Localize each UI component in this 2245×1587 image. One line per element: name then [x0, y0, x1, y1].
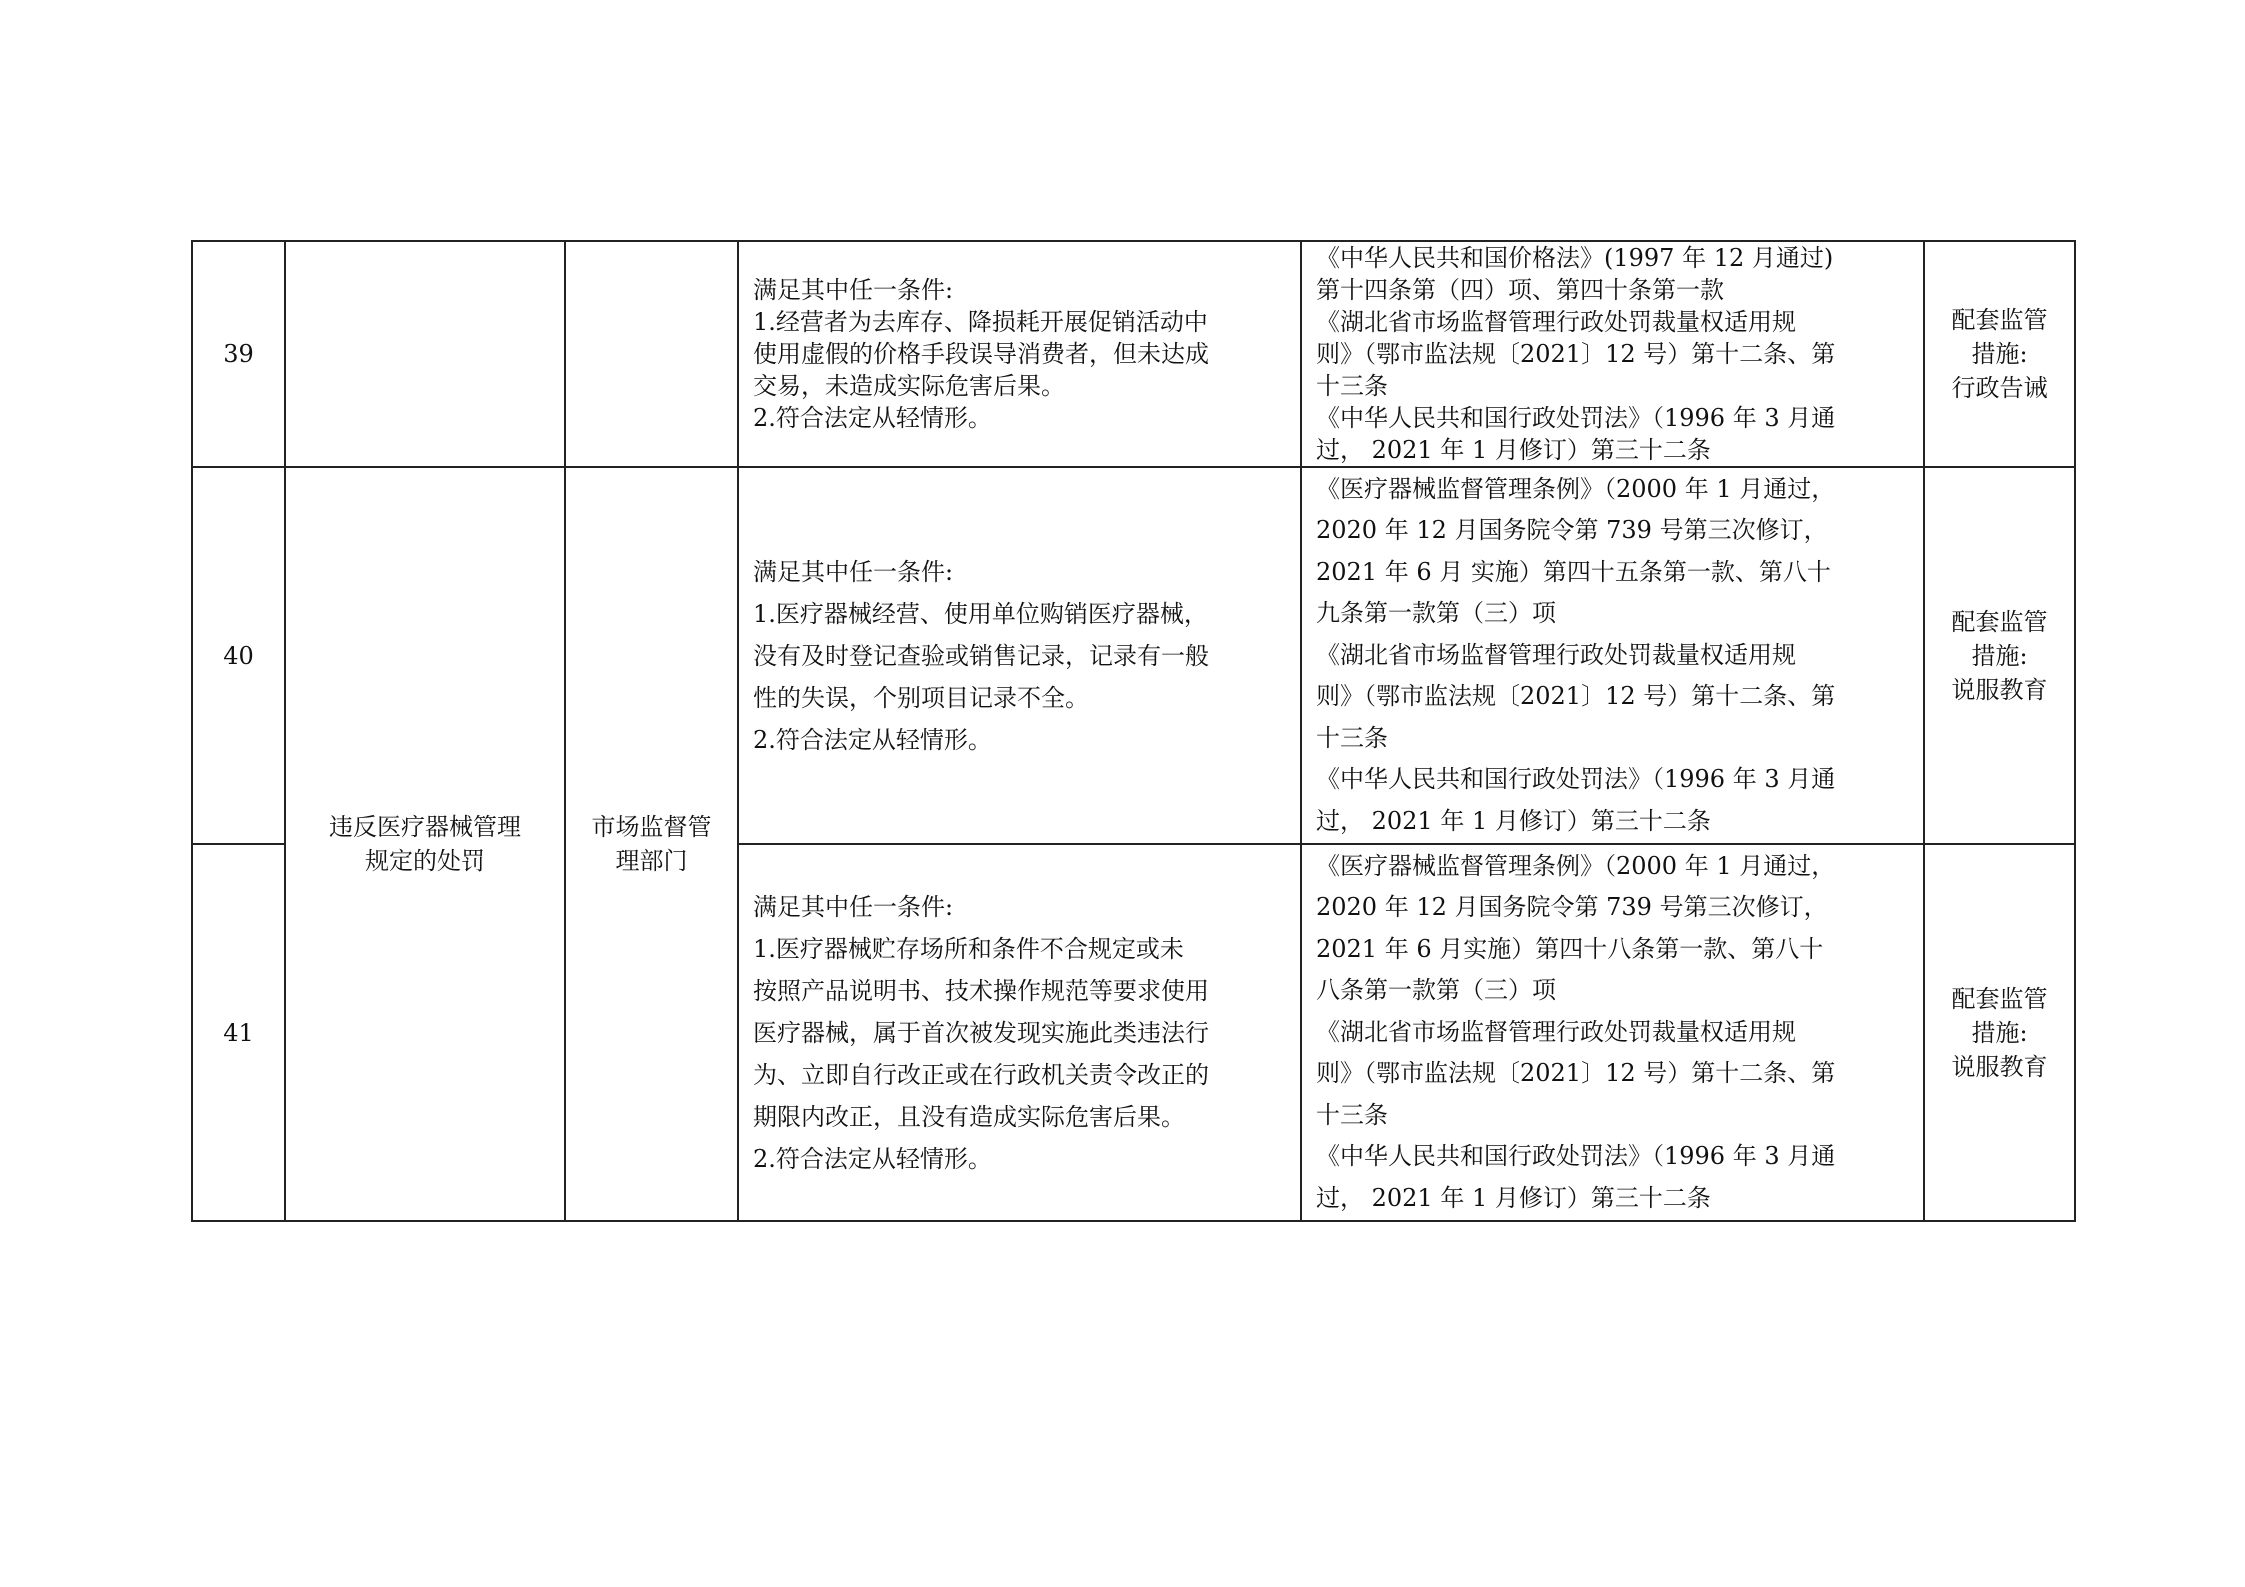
conditions-cell	[738, 241, 1301, 467]
basis-line: 十三条	[1316, 723, 1388, 752]
row-number: 40	[192, 467, 285, 844]
condition-line: 1.经营者为去库存、降损耗开展促销活动中	[753, 308, 1208, 336]
basis-line: 过， 2021 年 1 月修订）第三十二条	[1316, 436, 1711, 464]
basis-line: 2021 年 6 月实施）第四十八条第一款、第八十	[1316, 934, 1824, 963]
item-name-line: 违反医疗器械管理	[329, 813, 521, 841]
measure-line: 配套监管	[1951, 984, 2048, 1013]
department-line: 市场监督管	[591, 813, 712, 841]
item-name-cell-empty	[285, 241, 565, 467]
conditions-cell	[738, 844, 1301, 1221]
table-row	[192, 241, 2075, 467]
basis-line: 2020 年 12 月国务院令第 739 号第三次修订，	[1316, 516, 1828, 545]
condition-line: 期限内改正，且没有造成实际危害后果。	[753, 1102, 1185, 1131]
basis-line: 则》（鄂市监法规〔2021〕12 号）第十二条、第	[1316, 682, 1836, 711]
item-name-cell	[285, 467, 565, 1221]
basis-line: 九条第一款第（三）项	[1316, 599, 1556, 628]
condition-line: 满足其中任一条件:	[753, 892, 954, 921]
condition-line: 满足其中任一条件:	[753, 276, 954, 304]
legal-basis-cell	[1301, 467, 1924, 844]
basis-line: 过， 2021 年 1 月修订）第三十二条	[1316, 806, 1711, 835]
condition-line: 医疗器械，属于首次被发现实施此类违法行	[753, 1018, 1209, 1047]
condition-line: 按照产品说明书、技术操作规范等要求使用	[753, 976, 1209, 1005]
measure-line: 说服教育	[1951, 675, 2048, 704]
measure-line: 配套监管	[1951, 607, 2048, 636]
measure-cell	[1924, 467, 2075, 844]
basis-line: 2021 年 6 月 实施）第四十五条第一款、第八十	[1316, 557, 1831, 586]
condition-line: 满足其中任一条件:	[753, 557, 954, 586]
basis-line: 2020 年 12 月国务院令第 739 号第三次修订，	[1316, 893, 1828, 922]
measure-line: 配套监管	[1951, 306, 2048, 334]
condition-line: 没有及时登记查验或销售记录，记录有一般	[753, 641, 1209, 670]
penalty-table	[191, 240, 2076, 1222]
department-cell-empty	[565, 241, 738, 467]
measure-line: 说服教育	[1951, 1052, 2048, 1081]
legal-basis-cell	[1301, 241, 1924, 467]
basis-line: 十三条	[1316, 372, 1388, 400]
basis-line: 则》（鄂市监法规〔2021〕12 号）第十二条、第	[1316, 340, 1836, 368]
row-number: 39	[192, 241, 285, 467]
basis-line: 过， 2021 年 1 月修订）第三十二条	[1316, 1183, 1711, 1212]
measure-line: 行政告诫	[1951, 374, 2048, 402]
condition-line: 1.医疗器械经营、使用单位购销医疗器械，	[753, 599, 1208, 628]
condition-line: 性的失误，个别项目记录不全。	[753, 683, 1089, 712]
condition-line: 交易，未造成实际危害后果。	[753, 372, 1065, 400]
basis-line: 《中华人民共和国行政处罚法》（1996 年 3 月通	[1316, 1142, 1836, 1171]
legal-basis-cell	[1301, 844, 1924, 1221]
condition-line: 2.符合法定从轻情形。	[753, 1144, 992, 1173]
basis-line: 第十四条第（四）项、第四十条第一款	[1316, 276, 1724, 304]
conditions-cell	[738, 467, 1301, 844]
basis-line: 《中华人民共和国价格法》(1997 年 12 月通过)	[1316, 244, 1834, 272]
item-name-line: 规定的处罚	[365, 847, 485, 875]
measure-line: 措施:	[1971, 1018, 2028, 1047]
basis-line: 十三条	[1316, 1100, 1388, 1129]
basis-line: 八条第一款第（三）项	[1316, 976, 1556, 1005]
department-line: 理部门	[615, 847, 688, 875]
basis-line: 则》（鄂市监法规〔2021〕12 号）第十二条、第	[1316, 1059, 1836, 1088]
basis-line: 《中华人民共和国行政处罚法》（1996 年 3 月通	[1316, 404, 1836, 432]
basis-line: 《湖北省市场监督管理行政处罚裁量权适用规	[1316, 640, 1796, 669]
condition-line: 2.符合法定从轻情形。	[753, 404, 992, 432]
basis-line: 《医疗器械监督管理条例》（2000 年 1 月通过，	[1316, 474, 1836, 503]
measure-cell	[1924, 844, 2075, 1221]
row-number: 41	[192, 844, 285, 1221]
condition-line: 2.符合法定从轻情形。	[753, 725, 992, 754]
basis-line: 《医疗器械监督管理条例》（2000 年 1 月通过，	[1316, 851, 1836, 880]
basis-line: 《湖北省市场监督管理行政处罚裁量权适用规	[1316, 1017, 1796, 1046]
table-row	[192, 467, 2075, 844]
department-cell	[565, 467, 738, 1221]
condition-line: 使用虚假的价格手段误导消费者，但未达成	[753, 340, 1209, 368]
condition-line: 为、立即自行改正或在行政机关责令改正的	[753, 1060, 1209, 1089]
basis-line: 《中华人民共和国行政处罚法》（1996 年 3 月通	[1316, 765, 1836, 794]
measure-cell	[1924, 241, 2075, 467]
measure-line: 措施:	[1971, 641, 2028, 670]
basis-line: 《湖北省市场监督管理行政处罚裁量权适用规	[1316, 308, 1796, 336]
condition-line: 1.医疗器械贮存场所和条件不合规定或未	[753, 934, 1184, 963]
measure-line: 措施:	[1971, 340, 2028, 368]
